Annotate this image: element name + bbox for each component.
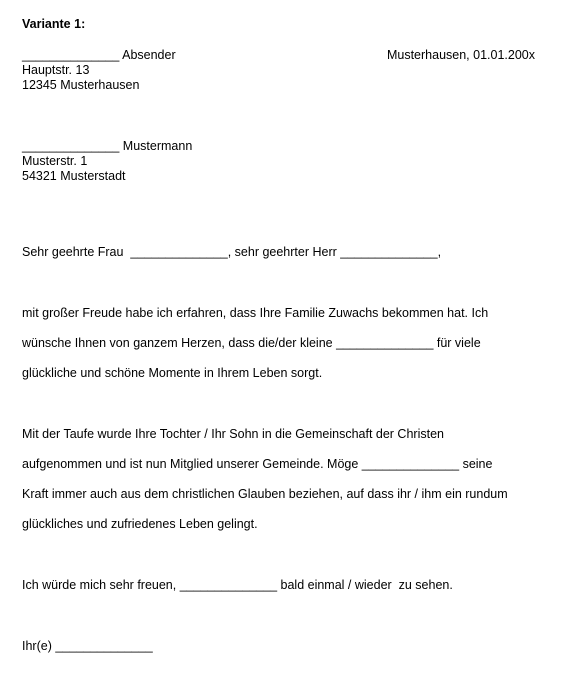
paragraph1-line: wünsche Ihnen von ganzem Herzen, dass die/der kleine ______________ für viele [22,336,481,350]
paragraph2-line: aufgenommen und ist nun Mitglied unserer Gemeinde. Möge ______________ seine [22,457,493,471]
paragraph1-line: glückliche und schöne Momente in Ihrem Leben sorgt. [22,366,323,380]
recipient-name-line: ______________ Mustermann [22,139,193,153]
paragraph2-line: glückliches und zufriedenes Leben gelingt. [22,517,258,531]
recipient-street: Musterstr. 1 [22,154,88,168]
salutation: Sehr geehrte Frau ______________, sehr geehrter Herr ______________, [22,245,442,259]
paragraph2-line: Kraft immer auch aus dem christlichen Glauben beziehen, auf dass ihr / ihm ein rundum [22,487,508,501]
sender-name-line: ______________ Absender [22,48,176,62]
place-date: Musterhausen, 01.01.200x [386,48,535,62]
closing: Ihr(e) ______________ [22,639,153,653]
paragraph3: Ich würde mich sehr freuen, ______________ bald einmal / wieder zu sehen. [22,578,453,592]
variant-heading: Variante 1: [22,17,86,31]
paragraph1-line: mit großer Freude habe ich erfahren, dass Ihre Familie Zuwachs bekommen hat. Ich [22,306,489,320]
sender-city: 12345 Musterhausen [22,78,140,92]
sender-street: Hauptstr. 13 [22,63,90,77]
paragraph2-line: Mit der Taufe wurde Ihre Tochter / Ihr Sohn in die Gemeinschaft der Christen [22,427,444,441]
recipient-city: 54321 Musterstadt [22,169,126,183]
